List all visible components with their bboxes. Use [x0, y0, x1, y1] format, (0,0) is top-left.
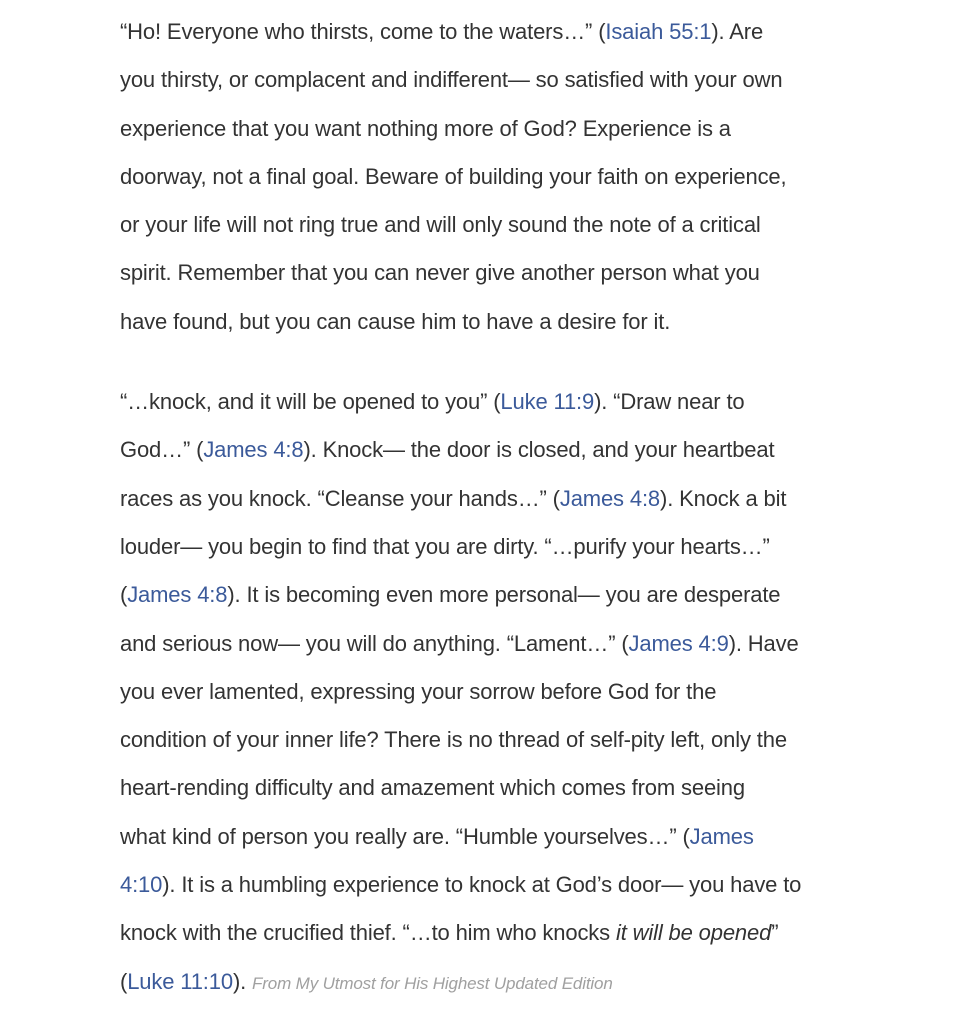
scripture-reference-link[interactable]: James 4:8: [127, 582, 228, 608]
body-text: “Ho! Everyone who thirsts, come to the waters…” (: [120, 19, 606, 44]
body-text: you ever lamented, expressing your sorrow before God for the: [120, 678, 717, 704]
scripture-reference-link[interactable]: 4:10: [120, 872, 163, 898]
body-text: doorway, not a final goal. Beware of building your faith on experience,: [120, 163, 787, 189]
text-line: [120, 8, 860, 56]
body-text: and serious now— you will do anything. “Lament…” (: [120, 630, 629, 656]
body-text: experience that you want nothing more of God? Experience is a: [120, 115, 731, 141]
body-text: what kind of person you really are. “Humble yourselves…” (: [120, 823, 690, 849]
body-text: ). Have: [728, 630, 799, 656]
text-line: [120, 909, 860, 957]
scripture-reference-link[interactable]: James 4:9: [628, 630, 729, 656]
scripture-reference-link[interactable]: Isaiah 55:1: [605, 19, 712, 44]
paragraph-gap: [120, 346, 860, 378]
scripture-reference-link[interactable]: Luke 11:9: [500, 389, 595, 415]
paragraph: [120, 8, 860, 346]
text-line: [120, 201, 860, 249]
body-text: (: [120, 968, 128, 994]
body-text: ”: [771, 920, 779, 946]
text-line: [120, 958, 860, 1006]
scripture-reference-link[interactable]: James 4:8: [203, 437, 304, 463]
body-text: ). It is becoming even more personal— you are desperate: [227, 582, 781, 608]
body-text: ). Knock— the door is closed, and your heartbeat: [303, 437, 775, 463]
body-text: condition of your inner life? There is no thread of self-pity left, only the: [120, 727, 787, 753]
body-text: ).: [232, 968, 253, 994]
body-text: ). Knock a bit: [660, 485, 787, 511]
body-text: ). It is a humbling experience to knock at God’s door— you have to: [162, 872, 802, 898]
text-line: [120, 378, 860, 426]
body-text: ). Are: [711, 19, 764, 44]
body-text: heart-rending difficulty and amazement which comes from seeing: [120, 775, 745, 801]
paragraph: [120, 378, 860, 1006]
body-text: louder— you begin to find that you are dirty. “…purify your hearts…”: [120, 533, 770, 559]
body-text: God…” (: [120, 437, 204, 463]
text-line: [120, 571, 860, 619]
text-line: [120, 861, 860, 909]
emphasized-text: it will be opened: [615, 920, 772, 946]
text-line: [120, 56, 860, 104]
text-line: [120, 813, 860, 861]
text-line: [120, 249, 860, 297]
body-text: have found, but you can cause him to have a desire for it.: [120, 308, 671, 334]
body-text: knock with the crucified thief. “…to him who knocks: [120, 920, 616, 946]
body-text: spirit. Remember that you can never give another person what you: [120, 260, 760, 286]
body-text: “…knock, and it will be opened to you” (: [120, 389, 501, 415]
text-line: [120, 620, 860, 668]
text-line: [120, 153, 860, 201]
text-line: [120, 426, 860, 474]
text-line: [120, 764, 860, 812]
text-line: [120, 668, 860, 716]
text-line: [120, 475, 860, 523]
scripture-reference-link[interactable]: James 4:8: [559, 485, 661, 511]
source-attribution: From My Utmost for His Highest Updated Edition: [252, 973, 613, 993]
devotional-article: [120, 8, 860, 1006]
body-text: ). “Draw near to: [594, 389, 745, 415]
body-text: you thirsty, or complacent and indifferent— so satisfied with your own: [120, 67, 783, 93]
body-text: or your life will not ring true and will only sound the note of a critical: [120, 212, 761, 238]
scripture-reference-link[interactable]: Luke 11:10: [127, 968, 233, 994]
body-text: (: [120, 582, 128, 608]
scripture-reference-link[interactable]: James: [689, 823, 754, 849]
body-text: races as you knock. “Cleanse your hands…” (: [120, 485, 560, 511]
text-line: [120, 298, 860, 346]
text-line: [120, 716, 860, 764]
text-line: [120, 523, 860, 571]
text-line: [120, 105, 860, 153]
